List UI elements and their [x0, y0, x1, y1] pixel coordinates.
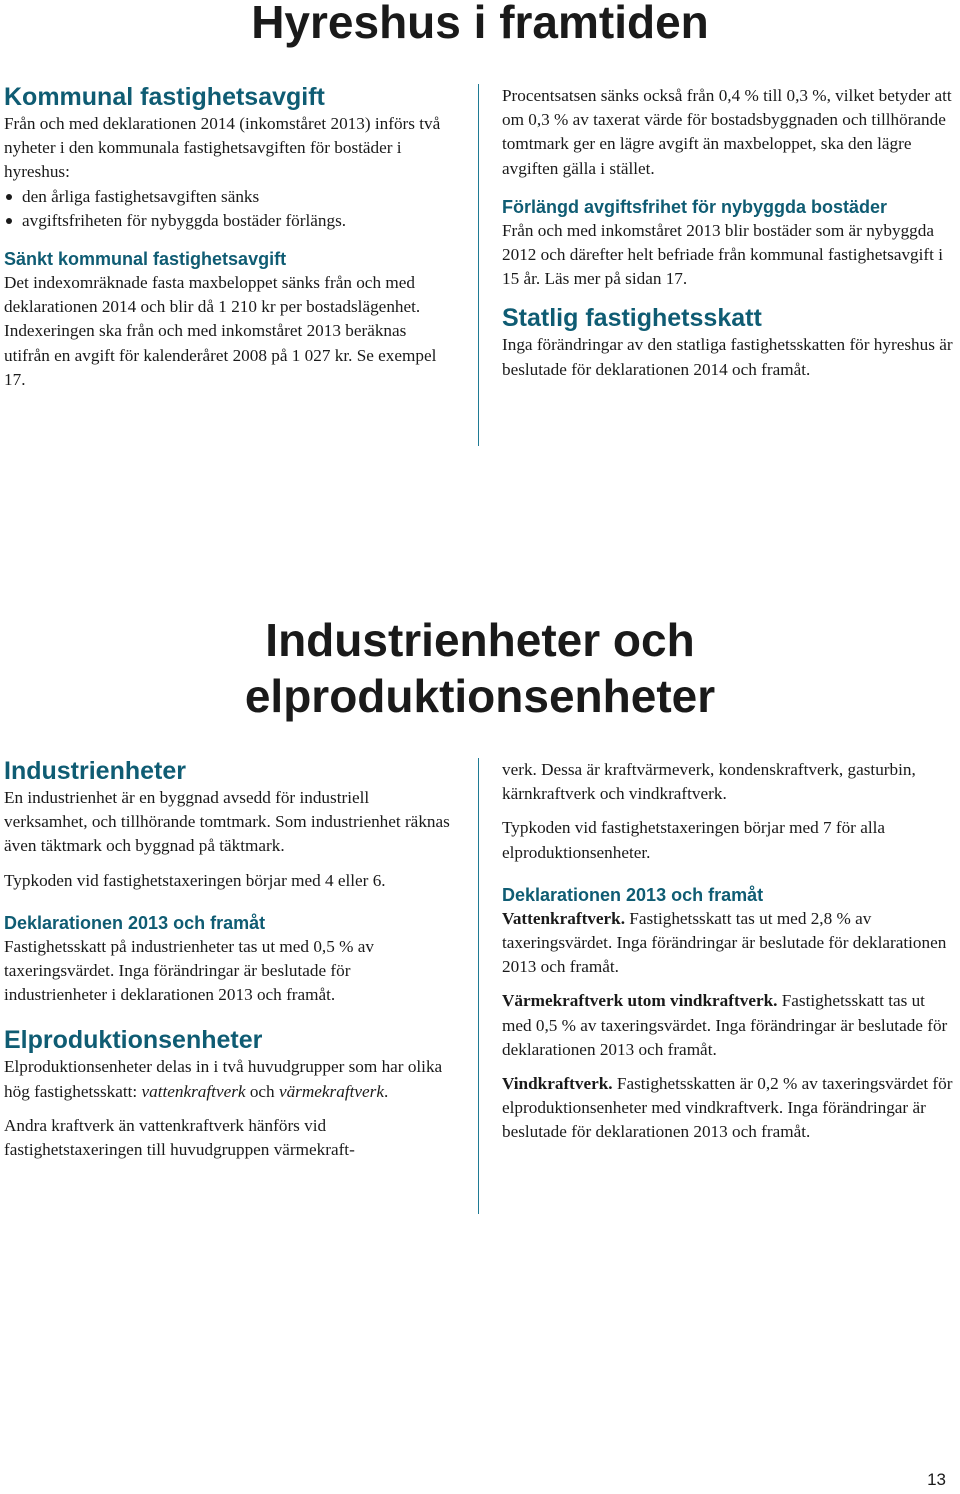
procentsats-paragraph: Procentsatsen sänks också från 0,4 % till 0,3 %, vilket betyder att om 0,3 % av taxerat värde för bostadsbyggnaden och tillhörande tomtmark ger en lägre avgift än maxbeloppet, ska den lägre avgiften gälla i stället.: [502, 86, 952, 178]
heading-deklarationen-industri: Deklarationen 2013 och framåt: [4, 912, 266, 933]
section-title-line-2: elproduktionsenheter: [244, 670, 716, 722]
column-divider-bottom: [478, 758, 479, 1214]
intro-paragraph: Från och med deklarationen 2014 (inkomståret 2013) införs två nyheter i den kommunala fastighetsavgiften för bostäder i hyreshus:: [4, 114, 441, 182]
typkod-industri: Typkoden vid fastighetstaxeringen börjar med 4 eller 6.: [4, 870, 386, 890]
industrienhet-definition: En industrienhet är en byggnad avsedd för industriell verksamhet, och tillhörande tomtmark. Som industrienhet räknas även täktmark och byggnad på täktmark.: [4, 788, 450, 856]
typkod-el: Typkoden vid fastighetstaxeringen börjar med 7 för alla elproduktionsenheter.: [502, 818, 886, 862]
heading-sankt-avgift: Sänkt kommunal fastighetsavgift: [4, 249, 287, 270]
column-divider-top: [478, 84, 479, 446]
huvudgrupper-paragraph: Elproduktionsenheter delas in i två huvudgrupper som har olika hög fastighetsskatt: vattenkraftverk och värmekraftverk.: [4, 1057, 443, 1101]
page-title: Hyreshus i framtiden: [251, 0, 709, 48]
page-number: 13: [927, 1470, 946, 1489]
heading-statlig-fastighetsskatt: Statlig fastighetsskatt: [502, 304, 762, 333]
heading-elproduktionsenheter: Elproduktionsenheter: [4, 1026, 263, 1055]
list-item: avgiftsfriheten för nybyggda bostäder förlängs.: [4, 209, 456, 233]
heading-kommunal-fastighetsavgift: Kommunal fastighetsavgift: [4, 83, 325, 111]
heading-forlangd-avgiftsfrihet: Förlängd avgiftsfrihet för nybyggda bostäder: [502, 196, 888, 217]
andra-kraftverk-paragraph: Andra kraftverk än vattenkraftverk hänförs vid fastighetstaxeringen till huvudgruppen värmekraft-: [4, 1115, 355, 1160]
change-list: [4, 185, 456, 233]
section-title: [0, 612, 960, 724]
top-right-column: [502, 84, 954, 382]
bottom-right-column: [502, 758, 954, 1145]
list-item: den årliga fastighetsavgiften sänks: [4, 185, 456, 209]
heading-industrienheter: Industrienheter: [4, 757, 186, 785]
kraftverk-list-paragraph: verk. Dessa är kraftvärmeverk, kondenskraftverk, gasturbin, kärnkraftverk och vindkraftverk.: [502, 760, 916, 804]
sankt-avgift-paragraph: Det indexomräknade fasta maxbeloppet sänks från och med deklarationen 2014 och blir då 1 210 kr per bostadslägenhet. Indexeringen ska från och med inkomståret 2013 beräknas utifrån en avgift för kalenderåret 2008 på 1 027 kr. Se exempel 17.: [4, 273, 437, 389]
statlig-paragraph: Inga förändringar av den statliga fastighetsskatten för hyreshus är beslutade för deklarationen 2014 och framåt.: [502, 335, 953, 379]
avgiftsfrihet-paragraph: Från och med inkomståret 2013 blir bostäder som är nybyggda 2012 och därefter helt befriade från kommunal fastighetsavgift i 15 år. Läs mer på sidan 17.: [502, 220, 943, 289]
bottom-left-column: [4, 756, 456, 1162]
vindkraftverk-paragraph: Vindkraftverk. Fastighetsskatten är 0,2 % av taxeringsvärdet för elproduktionsenheter med vindkraftverk. Inga förändringar är beslutade för deklarationen 2013 och framåt.: [502, 1074, 953, 1142]
vattenkraftverk-paragraph: Vattenkraftverk. Fastighetsskatt tas ut med 2,8 % av taxeringsvärdet. Inga förändringar är beslutade för deklarationen 2013 och framåt.: [502, 908, 947, 977]
top-left-column: [4, 82, 456, 392]
section-title-line-1: Industrienheter och: [265, 614, 695, 666]
heading-deklarationen-el: Deklarationen 2013 och framåt: [502, 884, 764, 905]
varmekraftverk-paragraph: Värmekraftverk utom vindkraftverk. Fastighetsskatt tas ut med 0,5 % av taxeringsvärdet. Inga förändringar är beslutade för deklarationen 2013 och framåt.: [502, 991, 948, 1059]
industri-skatt-paragraph: Fastighetsskatt på industrienheter tas ut med 0,5 % av taxeringsvärdet. Inga förändringar är beslutade för industrienheter i deklarationen 2013 och framåt.: [4, 936, 374, 1005]
